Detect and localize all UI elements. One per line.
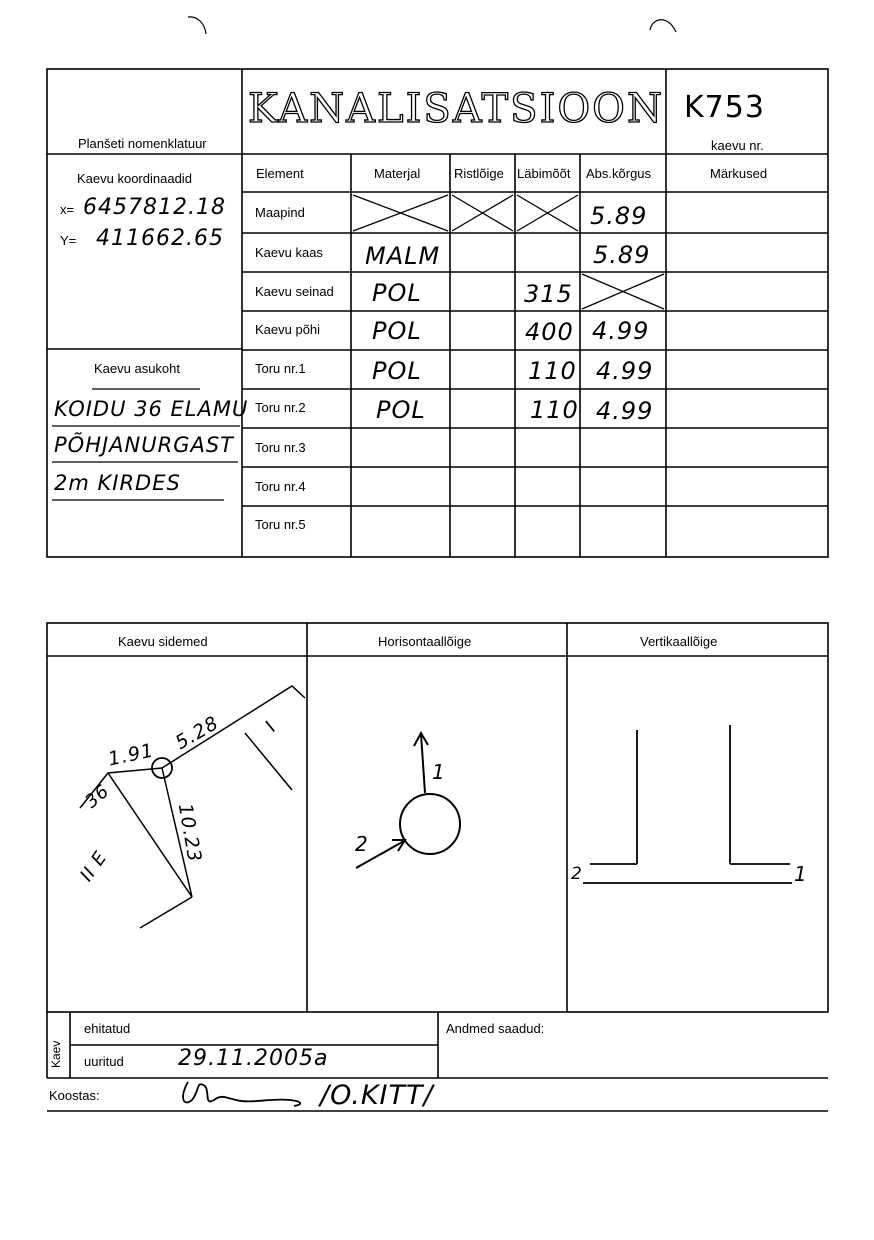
horizontal-sketch <box>356 733 460 868</box>
cell-diameter: 110 <box>528 357 577 385</box>
cell-material: POL <box>372 279 422 307</box>
well-side-label: Kaev <box>49 1040 63 1068</box>
signature-scribble <box>183 1082 300 1106</box>
vertical-label: Vertikaallõige <box>640 634 718 649</box>
cell-material: POL <box>372 357 422 385</box>
cell-abs-height: 4.99 <box>596 357 654 385</box>
header-cross-section: Ristlõige <box>454 166 504 181</box>
well-number-label: kaevu nr. <box>711 138 764 153</box>
header-notes: Märkused <box>710 166 768 181</box>
location-line-1: KOIDU 36 ELAMU <box>54 397 249 421</box>
cell-abs-height: 4.99 <box>592 317 650 345</box>
row-label: Kaevu põhi <box>255 322 321 337</box>
tie-distance-3: 10.23 <box>173 801 206 865</box>
ties-label: Kaevu sidemed <box>118 634 208 649</box>
row-label: Kaevu seinad <box>255 284 334 299</box>
cell-diameter: 400 <box>525 318 574 346</box>
cell-diameter: 110 <box>530 396 579 424</box>
row-label: Toru nr.3 <box>255 440 306 455</box>
header-diameter: Läbimõõt <box>517 166 571 181</box>
house-number-36: 36 <box>81 780 114 813</box>
cell-diameter: 315 <box>524 280 573 308</box>
tie-distance-1: 1.91 <box>106 739 157 771</box>
row-label: Maapind <box>255 205 305 220</box>
compiled-by-name: /O.KITT/ <box>320 1080 434 1111</box>
compiled-by-label: Koostas: <box>49 1088 100 1103</box>
house-mark-1: I <box>261 717 282 736</box>
row-label: Toru nr.5 <box>255 517 306 532</box>
surveyed-date: 29.11.2005a <box>178 1046 329 1071</box>
x-coordinate: 6457812.18 <box>83 195 226 220</box>
tie-distance-2: 5.28 <box>171 711 223 755</box>
well-number: K753 <box>684 90 765 125</box>
horizontal-label: Horisontaallõige <box>378 634 472 649</box>
data-received-label: Andmed saadud: <box>446 1021 545 1036</box>
cell-material: POL <box>376 396 426 424</box>
cell-material: MALM <box>365 242 441 270</box>
nomenclature-label: Planšeti nomenklatuur <box>78 136 207 151</box>
cell-abs-height: 4.99 <box>596 397 654 425</box>
cell-abs-height: 5.89 <box>590 202 648 230</box>
built-label: ehitatud <box>84 1021 131 1036</box>
row-label: Kaevu kaas <box>255 245 323 260</box>
vertical-pipe-2: 2 <box>571 864 583 884</box>
form-title: KANALISATSIOON <box>248 86 664 132</box>
row-label: Toru nr.4 <box>255 479 306 494</box>
location-line-3: 2m KIRDES <box>54 471 181 495</box>
location-label: Kaevu asukoht <box>94 361 181 376</box>
house-mark-2: II E <box>76 847 112 886</box>
cell-abs-height: 5.89 <box>593 241 651 269</box>
x-prefix: x= <box>60 202 75 217</box>
header-abs-height: Abs.kõrgus <box>586 166 652 181</box>
y-coordinate: 411662.65 <box>96 226 224 251</box>
location-line-2: PÕHJANURGAST <box>54 433 235 457</box>
cell-material: POL <box>372 317 422 345</box>
horizontal-pipe-2: 2 <box>355 832 369 856</box>
y-prefix: Y= <box>60 233 77 248</box>
coordinates-label: Kaevu koordinaadid <box>77 171 192 186</box>
row-label: Toru nr.1 <box>255 361 306 376</box>
row-label: Toru nr.2 <box>255 400 306 415</box>
header-element: Element <box>256 166 304 181</box>
header-material: Materjal <box>374 166 421 181</box>
vertical-pipe-1: 1 <box>794 862 808 886</box>
surveyed-label: uuritud <box>84 1054 124 1069</box>
horizontal-pipe-1: 1 <box>432 760 446 784</box>
vertical-sketch <box>583 725 792 883</box>
